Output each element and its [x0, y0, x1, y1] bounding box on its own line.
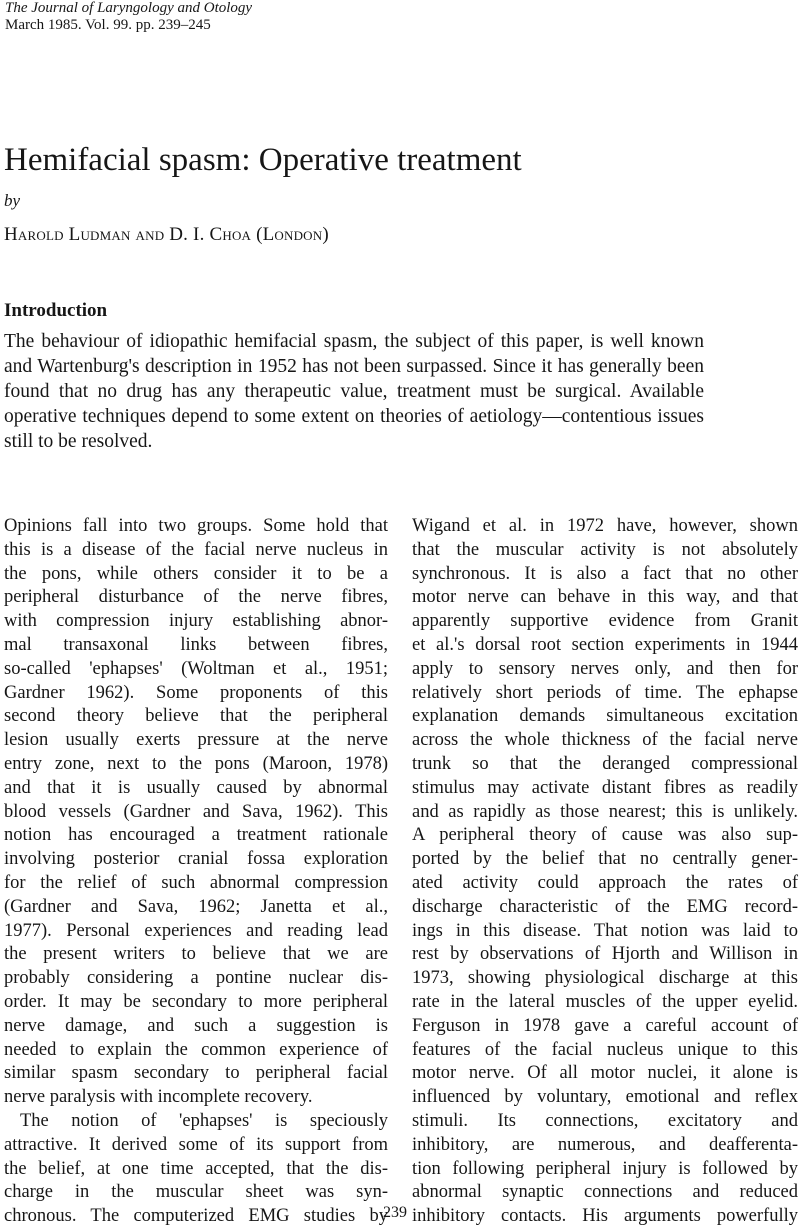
text-line: tion following peripheral injury is followed by — [412, 1158, 798, 1179]
byline-by: by — [4, 191, 21, 210]
text-line: Opinions fall into two groups. Some hold that — [4, 516, 388, 536]
text-line: so-called 'ephapses' (Woltman et al., 1951; — [4, 658, 388, 679]
text-line: attractive. It derived some of its support from — [4, 1134, 388, 1155]
text-line: with compression injury establishing abnor- — [4, 611, 388, 632]
text-line: and that it is usually caused by abnormal — [4, 777, 388, 798]
text-line: peripheral disturbance of the nerve fibres, — [4, 587, 388, 608]
text-line: 1977). Personal experiences and reading lead — [4, 920, 388, 941]
text-line: Gardner 1962). Some proponents of this — [4, 682, 388, 703]
text-line: the belief, at one time accepted, that the dis- — [4, 1158, 388, 1179]
journal-header — [5, 0, 252, 34]
intro-paragraph: The behaviour of idiopathic hemifacial spasm, the subject of this paper, is well known and Wartenburg's description in 1952 has not been surpassed. Since it has generally been found that no drug has any therapeutic value, treatment must be surgical. Available operative techniques depend to some extent on theories of aetiology—contentious issues still to be resolved. — [4, 331, 704, 452]
text-line: A peripheral theory of cause was also sup- — [412, 825, 798, 846]
right-column — [412, 515, 798, 1229]
text-line: et al.'s dorsal root section experiments in 1944 — [412, 634, 798, 655]
text-line: stimulus may activate distant fibres as readily — [412, 777, 798, 798]
text-line: explanation demands simultaneous excitation — [412, 706, 798, 727]
journal-name: The Journal of Laryngology and Otology — [5, 0, 253, 16]
text-line: synchronous. It is also a fact that no other — [412, 563, 798, 584]
text-line: stimuli. Its connections, excitatory and — [412, 1110, 798, 1131]
text-line: second theory believe that the peripheral — [4, 706, 388, 727]
text-line: apparently supportive evidence from Granit — [412, 611, 798, 632]
text-line: influenced by voluntary, emotional and reflex — [412, 1087, 798, 1108]
text-line: mal transaxonal links between fibres, — [4, 634, 388, 655]
text-line: the pons, while others consider it to be a — [4, 563, 388, 584]
text-line: across the whole thickness of the facial nerve — [412, 730, 798, 751]
section-heading-introduction: Introduction — [4, 300, 108, 321]
text-line: nerve paralysis with incomplete recovery. — [4, 1087, 313, 1108]
authors-text: Harold Ludman and D. I. Choa (London) — [4, 224, 329, 245]
text-line: probably considering a pontine nuclear dis- — [4, 968, 388, 989]
text-line: ported by the belief that no centrally gener- — [412, 849, 798, 870]
text-line: involving posterior cranial fossa exploration — [4, 849, 388, 870]
authors — [4, 224, 329, 246]
journal-issue: March 1985. Vol. 99. pp. 239–245 — [5, 17, 211, 33]
text-line: charge in the muscular sheet was syn- — [4, 1182, 388, 1203]
text-line: the present writers to believe that we are — [4, 944, 388, 965]
text-line: chronous. The computerized EMG studies by — [4, 1206, 388, 1227]
text-line: relatively short periods of time. The ephapse — [412, 682, 798, 703]
left-column — [4, 515, 388, 1229]
text-line: rest by observations of Hjorth and Willison in — [412, 944, 798, 965]
text-line: needed to explain the common experience of — [4, 1039, 388, 1060]
text-line: discharge characteristic of the EMG record- — [412, 896, 798, 917]
text-line: abnormal synaptic connections and reduced — [412, 1182, 798, 1203]
text-line: motor nerve. Of all motor nuclei, it alone is — [412, 1063, 798, 1084]
text-line: blood vessels (Gardner and Sava, 1962). This — [4, 801, 388, 822]
text-line: features of the facial nucleus unique to this — [412, 1039, 798, 1060]
text-line: motor nerve can behave in this way, and that — [412, 587, 798, 608]
text-line: 1973, showing physiological discharge at this — [412, 968, 798, 989]
text-line: that the muscular activity is not absolutely — [412, 539, 798, 560]
text-line: nerve damage, and such a suggestion is — [4, 1015, 388, 1036]
text-line: similar spasm secondary to peripheral facial — [4, 1063, 388, 1084]
text-line: for the relief of such abnormal compression — [4, 872, 388, 893]
text-line: lesion usually exerts pressure at the nerve — [4, 730, 388, 751]
text-line: ated activity could approach the rates of — [412, 872, 798, 893]
text-line: The notion of 'ephapses' is speciously — [20, 1110, 388, 1131]
text-line: entry zone, next to the pons (Maroon, 1978) — [4, 753, 388, 774]
text-line: inhibitory, are numerous, and deafferenta- — [412, 1134, 798, 1155]
text-line: Wigand et al. in 1972 have, however, shown — [412, 516, 798, 536]
text-line: Ferguson in 1978 gave a careful account of — [412, 1015, 798, 1036]
text-line: apply to sensory nerves only, and then for — [412, 658, 798, 679]
text-line: ings in this disease. That notion was laid to — [412, 920, 798, 941]
text-line: notion has encouraged a treatment rationale — [4, 825, 388, 846]
text-line: this is a disease of the facial nerve nucleus in — [4, 539, 388, 560]
text-line: rate in the lateral muscles of the upper eyelid. — [412, 991, 798, 1012]
text-line: and as rapidly as those nearest; this is unlikely. — [412, 801, 798, 822]
text-line: trunk so that the deranged compressional — [412, 753, 798, 774]
page-number: 239 — [383, 1204, 407, 1221]
text-line: order. It may be secondary to more peripheral — [4, 991, 388, 1012]
article-title: Hemifacial spasm: Operative treatment — [4, 142, 522, 178]
text-line: inhibitory contacts. His arguments powerfully — [412, 1206, 798, 1227]
text-line: (Gardner and Sava, 1962; Janetta et al., — [4, 896, 388, 917]
